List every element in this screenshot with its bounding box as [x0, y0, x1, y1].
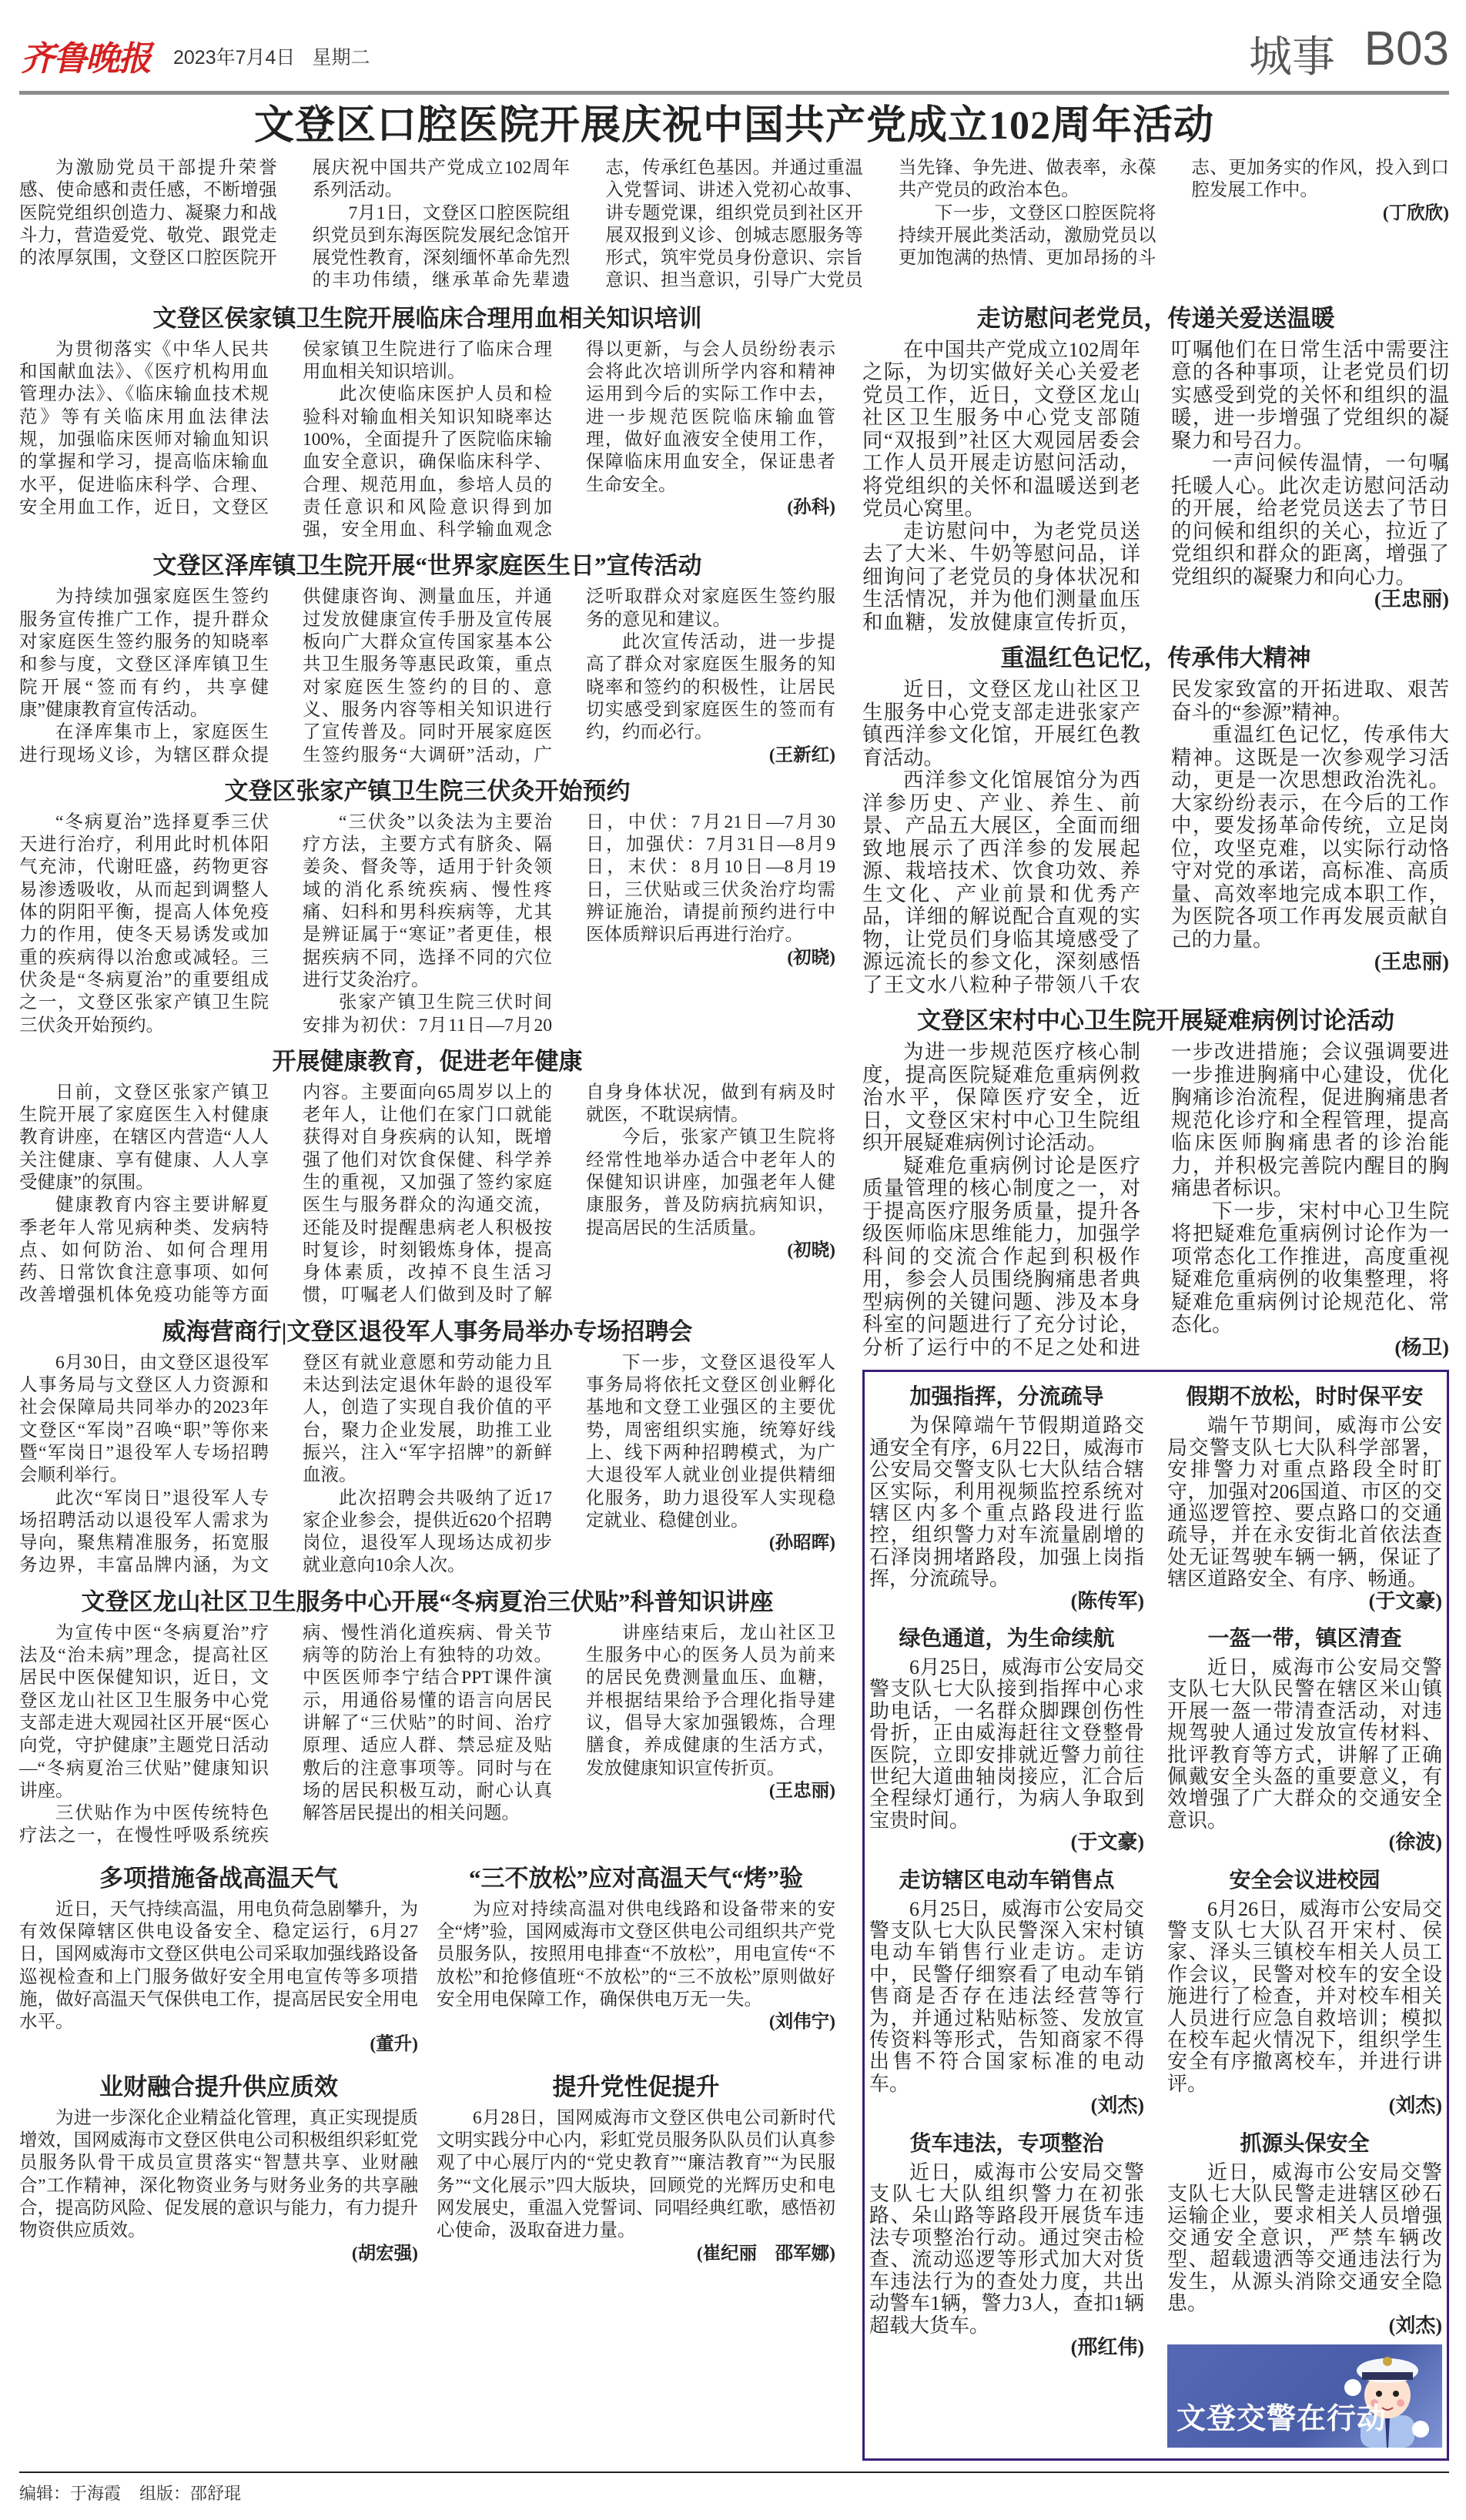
right-column — [862, 302, 1449, 2461]
traffic-news-body — [869, 1415, 1144, 1612]
traffic-news-item — [869, 1383, 1144, 1612]
article-body — [19, 1352, 835, 1578]
banner-text: 文登交警在行动 — [1176, 2402, 1387, 2435]
traffic-news-headline: 加强指挥，分流疏导 — [909, 1385, 1104, 1410]
article-headline: 走访慰问老党员，传递关爱送温暖 — [976, 304, 1335, 332]
content-columns — [19, 302, 1449, 2461]
article-body — [19, 1082, 835, 1307]
article-headline: 威海营商行|文登区退役军人事务局举办专场招聘会 — [162, 1317, 693, 1345]
traffic-news-item — [869, 1625, 1144, 1854]
byline: (胡宏强) — [351, 2243, 418, 2264]
traffic-news-item — [1167, 1625, 1442, 1854]
page-content — [19, 102, 1449, 2520]
editor-credit: 编辑：于海霞 — [19, 2483, 122, 2503]
paragraph: 6月26日，威海市公安局交警支队七大队召开宋村、侯家、泽头三镇校车相关人员工作会议，民警对校车的安全设施进行了检查，并对校车相关人员进行应急自救培训；模拟在校车起火情况下，组织学生安全有序撤离校车，并进行讲评。 — [1167, 1897, 1442, 2095]
article-body — [19, 1622, 835, 1848]
paragraph: 在中国共产党成立102周年之际，为切实做好关心关爱老党员工作，近日，文登区龙山社区卫生服务中心党支部随同“双报到”社区大观园居委会工作人员开展走访慰问活动，将党组织的关怀和温暖送到老党员心窝里。 — [862, 337, 1140, 520]
section-name: 城事 — [1249, 32, 1335, 81]
article-headline: 重温红色记忆，传承伟大精神 — [1000, 644, 1311, 672]
traffic-police-box — [862, 1370, 1449, 2461]
byline: (丁欣欣) — [1382, 202, 1449, 223]
traffic-news-body — [869, 1657, 1144, 1854]
paragraph: 6月28日，国网威海市文登区供电公司新时代文明实践分中心内，彩虹党员服务队队员们认真参观了中心展厅内的“党史教育”“廉洁教育”“为民服务”“文化展示”四大版块，回顾党的光辉历史和电网发展史，重温入党誓词、同唱经典红歌，感悟初心使命，汲取奋进力量。 — [437, 2107, 835, 2241]
article-sanbu — [437, 1862, 835, 2056]
traffic-news-headline: 抓源头保安全 — [1240, 2131, 1370, 2156]
article-body — [19, 2107, 418, 2265]
page-number: B03 — [1364, 22, 1449, 75]
byline: (王忠丽) — [1374, 587, 1449, 611]
traffic-news-grid — [869, 1383, 1442, 2448]
byline: (刘杰) — [1388, 2094, 1442, 2117]
article-headline: 文登区张家产镇卫生院三伏灸开始预约 — [224, 777, 631, 805]
paragraph: 此次“军岗日”退役军人专场招聘活动以退役军人需求为导向，聚焦精准服务，拓宽服务边界，丰富品牌内涵，为文登区有就业意愿和劳动能力且未达到法定退休年龄的退役军人，创造了实现自我价值的平台，聚力企业发展，助推工业振兴，注入“军字招牌”的新鲜血液。 — [19, 1352, 552, 1576]
article-laonian — [19, 1045, 835, 1307]
article-body — [19, 1899, 418, 2056]
weekday-text: 星期二 — [312, 47, 370, 69]
article-body — [437, 2107, 835, 2265]
paragraph: 今后，张家产镇卫生院将经常性地举办适合中老年人的保健知识讲座，加强老年人健康服务，普及防病抗病知识，提高居民的生活质量。 — [586, 1127, 835, 1238]
paragraph: 下一步，文登区退役军人事务局将依托文登区创业孵化基地和文登工业强区的主要优势，周密组织实施，统筹好线上、线下两种招聘模式，为广大退役军人就业创业提供精细化服务，助力退役军人实现稳定就业、稳健创业。 — [586, 1352, 835, 1531]
article-body — [862, 339, 1449, 634]
paragraph: 日前，文登区张家产镇卫生院开展了家庭医生入村健康教育讲座，在辖区内营造“人人关注健康、享有健康、人人享受健康”的氛围。 — [19, 1082, 269, 1193]
paragraph: 6月25日，威海市公安局交警支队七大队接到指挥中心求助电话，一名群众脚踝创伤性骨折，正由威海赶往文登整骨医院，立即安排就近警力前往世纪大道曲轴岗接应，汇合后全程绿灯通行，为病人争取到宝贵时间。 — [869, 1655, 1144, 1832]
paragraph: 为保障端午节假期道路交通安全有序，6月22日，威海市公安局交警支队七大队结合辖区实际，利用视频监控系统对辖区内多个重点路段进行监控，组织警力对车流量剧增的石泽岗拥堵路段，加强上岗指挥，分流疏导。 — [869, 1414, 1144, 1591]
byline: (初晓) — [787, 1240, 835, 1260]
article-dangxing — [437, 2070, 835, 2265]
traffic-news-body — [1167, 1657, 1442, 1854]
byline: (崔纪丽 邵军娜) — [696, 2243, 835, 2264]
paragraph: “冬病夏治”选择夏季三伏天进行治疗，利用此时机体阳气充沛，代谢旺盛，药物更容易渗透吸收，从而起到调整人体的阴阳平衡，提高人体免疫力的作用，使冬天易诱发或加重的疾病得以治愈或减轻。三伏灸是“冬病夏治”的重要组成之一，文登区张家产镇卫生院三伏灸开始预约。 — [19, 812, 269, 1036]
paragraph: 近日，威海市公安局交警支队七大队民警在辖区米山镇开展一盔一带清查活动，对违规驾驶人通过发放宣传材料、批评教育等方式，讲解了正确佩戴安全头盔的重要意义，有效增强了广大群众的交通安全意识。 — [1167, 1655, 1442, 1832]
traffic-news-body — [869, 1899, 1144, 2117]
article-hongse — [862, 641, 1449, 996]
traffic-news-headline: 货车违法，专项整治 — [909, 2131, 1104, 2156]
paragraph: 为贯彻落实《中华人民共和国献血法》、《医疗机构用血管理办法》、《临床输血技术规范》等有关临床用血法律法规，加强临床医师对输血知识的掌握和学习，提高临床输血水平，促进临床科学、合理、安全用血工作，近日，文登区侯家镇卫生院进行了临床合理用血相关知识培训。 — [19, 339, 552, 517]
byline: (孙科) — [787, 497, 835, 517]
paragraph: 一声问候传温情，一句嘱托暖人心。此次走访慰问活动的开展，给老党员送去了节日的问候和组织的关心，拉近了党组织和群众的距离，增强了党组织的凝聚力和向心力。 — [1171, 451, 1449, 588]
article-headline: 多项措施备战高温天气 — [99, 1864, 338, 1892]
article-gaowen — [19, 1862, 418, 2056]
paragraph: 为激励党员干部提升荣誉感、使命感和责任感，不断增强医院党组织创造力、凝聚力和战斗力，营造爱党、敬党、跟党走的浓厚氛围，文登区口腔医院开展庆祝中国共产党成立102周年系列活动。 — [19, 158, 571, 269]
paragraph: 为宣传中医“冬病夏治”疗法及“治未病”理念，提高社区居民中医保健知识，近日，文登区龙山社区卫生服务中心党支部走进大观园社区开展“医心向党，守护健康”主题党日活动—“冬病夏治三伏贴”健康知识讲座。 — [19, 1622, 269, 1801]
article-songcun — [862, 1004, 1449, 1359]
traffic-news-headline: 走访辖区电动车销售点 — [899, 1868, 1115, 1893]
byline: (于文豪) — [1368, 1589, 1442, 1612]
issue-date — [173, 42, 387, 70]
left-column — [19, 302, 835, 2265]
paragraph: 在泽库集市上，家庭医生进行现场义诊，为辖区群众提供健康咨询、测量血压，并通过发放健康宣传手册及宣传展板向广大群众宣传国家基本公共卫生服务等惠民政策，重点对家庭医生签约的目的、意义、服务内容等相关知识进行了宣传普及。同时开展家庭医生签约服务“大调研”活动，广泛听取群众对家庭医生签约服务的意见和建议。 — [19, 587, 835, 765]
byline: (董升) — [370, 2034, 418, 2055]
byline: (王忠丽) — [1374, 950, 1449, 974]
article-headline: “三不放松”应对高温天气“烤”验 — [469, 1864, 803, 1892]
paragraph: 为应对持续高温对供电线路和设备带来的安全“烤”验，国网威海市文登区供电公司组织共产党员服务队，按照用电排查“不放松”，用电宣传“不放松”和抢修值班“不放松”的“三不放松”原则做好安全用电保障工作，确保供电万无一失。 — [437, 1899, 835, 2010]
paragraph: 6月30日，由文登区退役军人事务局与文登区人力资源和社会保障局共同举办的2023年文登区“军岗”召唤“职”等你来暨“军岗日”退役军人专场招聘会顺利举行。 — [19, 1352, 269, 1486]
paragraph: 为进一步规范医疗核心制度，提高医院疑难危重病例救治水平，保障医疗安全，近日，文登区宋村中心卫生院组织开展疑难病例讨论活动。 — [862, 1040, 1140, 1155]
paragraph: 此次宣传活动，进一步提高了群众对家庭医生服务的知晓率和签约的积极性，让居民切实感受到家庭医生的签而有约，约而必行。 — [586, 632, 835, 743]
traffic-police-banner — [1167, 2344, 1442, 2448]
article-headline: 提升党性促提升 — [552, 2073, 720, 2100]
power-news-row-2 — [19, 2070, 835, 2265]
paragraph: 疑难危重病例讨论是医疗质量管理的核心制度之一，对于提高医疗服务质量，提升各级医师临床思维能力，加强学科间的交流合作起到积极作用，参会人员围绕胸痛患者典型病例的关键问题、涉及本身科室的问题进行了充分讨论，分析了运行中的不足之处和进一步改进措施；会议强调要进一步推进胸痛中心建设，优化胸痛诊治流程，促进胸痛患者规范化诊疗和全程管理，提高临床医师胸痛患者的诊治能力，并积极完善院内醒目的胸痛患者标识。 — [862, 1040, 1449, 1359]
article-zhaopin — [19, 1315, 835, 1578]
article-zeku — [19, 549, 835, 766]
paragraph: 下一步，宋村中心卫生院将把疑难危重病例讨论作为一项常态化工作推进，高度重视疑难危重病例的收集整理，将疑难危重病例讨论规范化、常态化。 — [1171, 1199, 1449, 1337]
paragraph: 为进一步深化企业精益化管理，真正实现提质增效，国网威海市文登区供电公司积极组织彩虹党员服务队骨干成员宣贯落实“智慧共享、业财融合”工作精神，深化物资业务与财务业务的共享融合，提高防风险、促发展的意识与能力，有力提升物资供应质效。 — [19, 2107, 418, 2241]
byline: (刘杰) — [1388, 2314, 1442, 2337]
paragraph: 此次使临床医护人员和检验科对输血相关知识知晓率达100%，全面提升了医院临床输血安全意识，确保临床科学、合理、规范用血，参培人员的责任意识和风险意识得到加强，安全用血、科学输血观念得以更新，与会人员纷纷表示会将此次培训所学内容和精神运用到今后的实际工作中去，进一步规范医院临床输血管理，做好血液安全使用工作，保障临床用血安全，保证患者生命安全。 — [303, 339, 835, 540]
article-headline: 业财融合提升供应质效 — [99, 2073, 338, 2100]
traffic-news-headline: 安全会议进校园 — [1229, 1868, 1381, 1893]
traffic-news-item — [1167, 2130, 1442, 2448]
byline: (刘杰) — [1090, 2094, 1144, 2117]
article-headline: 文登区宋村中心卫生院开展疑难病例讨论活动 — [917, 1007, 1394, 1035]
paragraph: 端午节期间，威海市公安局交警支队七大队科学部署，安排警力对重点路段全时盯守，加强对206国道、市区的交通巡逻管控、要点路口的交通疏导，并在永安街北首依法查处无证驾驶车辆一辆，保证了辖区道路安全、有序、畅通。 — [1167, 1414, 1442, 1591]
paragraph: 西洋参文化馆展馆分为西洋参历史、产业、养生、前景、产品五大展区，全面而细致地展示了西洋参的发展起源、栽培技术、饮食功效、养生文化、产业前景和优秀产品，详细的解说配合直观的实物，让党员们身临其境感受了源远流长的参文化，深刻感悟了王文水八粒种子带领八千农民发家致富的开拓进取、艰苦奋斗的“参源”精神。 — [862, 678, 1449, 996]
traffic-news-item — [1167, 1866, 1442, 2117]
credits — [19, 2481, 1449, 2505]
article-headline: 文登区龙山社区卫生服务中心开展“冬病夏治三伏贴”科普知识讲座 — [81, 1588, 774, 1615]
paragraph: 近日，威海市公安局交警支队七大队组织警力在初张路、朵山路等路段开展货车违法专项整治行动。通过突击检查、流动巡逻等形式加大对货车违法行为的查处力度，共出动警车1辆，警力3人，查扣1辆超载大货车。 — [869, 2160, 1144, 2337]
byline: (杨卫) — [1394, 1335, 1449, 1359]
paragraph: 走访慰问中，为老党员送去了大米、牛奶等慰问品，详细询问了老党员的身体状况和生活情况，并为他们测量血压和血糖，发放健康宣传折页，叮嘱他们在日常生活中需要注意的各种事项，让老党员们切实感受到党的关怀和组织的温暖，进一步增强了党组织的凝聚力和号召力。 — [862, 337, 1449, 634]
byline: (王忠丽) — [768, 1780, 835, 1801]
traffic-news-headline: 绿色通道，为生命续航 — [899, 1626, 1115, 1651]
traffic-news-item — [869, 1866, 1144, 2117]
paragraph: 讲座结束后，龙山社区卫生服务中心的医务人员为前来的居民免费测量血压、血糖，并根据结果给予合理化指导建议，倡导大家加强锻炼，合理膳食，养成健康的生活方式，发放健康知识宣传折页。 — [586, 1622, 835, 1779]
byline: (于文豪) — [1070, 1831, 1144, 1854]
paragraph: 此次招聘会共吸纳了近17家企业参会，提供近620个招聘岗位，退役军人现场达成初步就业意向10余人次。 — [303, 1488, 552, 1576]
page-footer — [19, 2471, 1449, 2520]
article-houjia — [19, 302, 835, 542]
article-longshan — [19, 1585, 835, 1848]
byline: (徐波) — [1388, 1831, 1442, 1854]
byline: (刘伟宁) — [768, 2012, 835, 2033]
traffic-news-body — [1167, 1899, 1442, 2117]
article-body — [437, 1899, 835, 2034]
byline: (初晓) — [787, 947, 835, 968]
article-body — [19, 157, 1449, 293]
traffic-news-body — [1167, 2162, 1442, 2337]
paragraph: 6月25日，威海市公安局交警支队七大队民警深入宋村镇电动车销售行业走访。走访中，民警仔细察看了电动车销售商是否存在违法经营等行为，并通过粘贴标签、发放宣传资料等形式，告知商家不得出售不符合国家标准的电动车。 — [869, 1897, 1144, 2095]
date-text: 2023年7月4日 — [173, 47, 296, 69]
traffic-news-item — [1167, 1383, 1442, 1612]
paragraph: 7月1日，文登区口腔医院组织党员到东海医院发展纪念馆开展党性教育，深刻缅怀革命先烈的丰功伟绩，继承革命先辈遗志，传承红色基因。并通过重温入党誓词、讲述入党初心故事、讲专题党课，组织党员到社区开展双报到义诊、创城志愿服务等形式，筑牢党员身份意识、宗旨意识、担当意识，引导广大党员当先锋、争先进、做表率，永葆共产党员的政治本色。 — [312, 158, 1156, 291]
article-yecai — [19, 2070, 418, 2265]
traffic-news-body — [1167, 1415, 1442, 1612]
paragraph: 近日，天气持续高温，用电负荷急剧攀升，为有效保障辖区供电设备安全、稳定运行，6月27日，国网威海市文登区供电公司采取加强线路设备巡视检查和上门服务做好安全用电宣传等多项措施，做好高温天气保供电工作，提高居民安全用电水平。 — [19, 1899, 418, 2033]
article-main — [19, 157, 1449, 293]
article-headline: 文登区泽库镇卫生院开展“世界家庭医生日”宣传活动 — [152, 552, 702, 580]
paragraph: 健康教育内容主要讲解夏季老年人常见病种类、发病特点、如何防治、如何合理用药、日常饮食注意事项、如何改善增强机体免疫功能等方面内容。主要面向65周岁以上的老年人，让他们在家门口就能获得对自身疾病的认知，既增强了他们对饮食保健、科学养生的重视，又加强了签约家庭医生与服务群众的沟通交流，还能及时提醒患病老人积极按时复诊，时刻锻炼身体，提高身体素质，改掉不良生活习惯，叮嘱老人们做到及时了解自身身体状况，做到有病及时就医，不耽误病情。 — [19, 1082, 835, 1306]
paragraph: 张家产镇卫生院三伏时间安排为初伏：7月11日—7月20日，中伏：7月21日—7月30日，加强伏：7月31日—8月9日，末伏：8月10日—8月19日，三伏贴或三伏灸治疗均需辨证施治，请提前预约进行中医体质辩识后再进行治疗。 — [303, 812, 835, 1036]
traffic-news-headline: 假期不放松，时时保平安 — [1186, 1385, 1424, 1410]
article-sanfu — [19, 775, 835, 1037]
byline: (王新红) — [768, 745, 835, 765]
paragraph: 下一步，文登区口腔医院将持续开展此类活动，激励党员以更加饱满的热情、更加昂扬的斗志、更加务实的作风，投入到口腔发展工作中。 — [898, 158, 1449, 269]
article-weiwen — [862, 302, 1449, 634]
paragraph: “三伏灸”以灸法为主要治疗方法，主要方式有脐灸、隔姜灸、督灸等，适用于针灸领域的消化系统疾病、慢性疼痛、妇科和男科疾病等，尤其是辨证属于“寒证”者更佳，根据疾病不同，选择不同的穴位进行艾灸治疗。 — [303, 812, 552, 990]
byline: (邢红伟) — [1070, 2335, 1144, 2358]
main-headline: 文登区口腔医院开展庆祝中国共产党成立102周年活动 — [253, 104, 1214, 148]
paragraph: 近日，威海市公安局交警支队七大队民警走进辖区砂石运输企业，要求相关人员增强交通安全意识，严禁车辆改型、超载遗洒等交通违法行为发生，从源头消除交通安全隐患。 — [1167, 2160, 1442, 2315]
article-headline: 开展健康教育，促进老年健康 — [272, 1047, 583, 1075]
paragraph: 三伏贴作为中医传统特色疗法之一，在慢性呼吸系统疾病、慢性消化道疾病、骨关节病等的防治上有独特的功效。中医医师李宁结合PPT课件演示，用通俗易懂的语言向居民讲解了“三伏贴”的时间、治疗原理、适应人群、禁忌症及贴敷后的注意事项等。同时与在场的居民积极互动，耐心认真解答居民提出的相关问题。 — [19, 1622, 552, 1846]
layout-credit: 组版：邵舒琨 — [139, 2483, 242, 2503]
article-body — [19, 812, 835, 1037]
masthead-logo: 齐鲁晚报 — [21, 40, 150, 78]
paragraph: 为持续加强家庭医生签约服务宣传推广工作，提升群众对家庭医生签约服务的知晓率和参与度，文登区泽库镇卫生院开展“签而有约，共享健康”健康教育宣传活动。 — [19, 587, 269, 720]
traffic-news-item — [869, 2130, 1144, 2359]
article-body — [862, 678, 1449, 996]
paragraph: 重温红色记忆，传承伟大精神。这既是一次参观学习活动，更是一次思想政治洗礼。大家纷纷表示，在今后的工作中，要发扬革命传统，立足岗位，攻坚克难，以实际行动恪守对党的承诺，高标准、高质量、高效率地完成本职工作，为医院各项工作再发展贡献自己的力量。 — [1171, 723, 1449, 951]
article-headline: 文登区侯家镇卫生院开展临床合理用血相关知识培训 — [152, 304, 702, 332]
byline: (孙昭晖) — [768, 1533, 835, 1554]
footer-rule — [19, 2471, 1449, 2473]
traffic-news-body — [869, 2162, 1144, 2359]
byline: (陈传军) — [1070, 1589, 1144, 1612]
paragraph: 近日，文登区龙山社区卫生服务中心党支部走进张家产镇西洋参文化馆，开展红色教育活动。 — [862, 678, 1140, 769]
article-body — [862, 1041, 1449, 1359]
traffic-news-headline: 一盔一带，镇区清查 — [1207, 1626, 1402, 1651]
header-rule — [19, 91, 1449, 95]
article-body — [19, 339, 835, 542]
article-body — [19, 586, 835, 766]
power-news-row-1 — [19, 1862, 835, 2056]
